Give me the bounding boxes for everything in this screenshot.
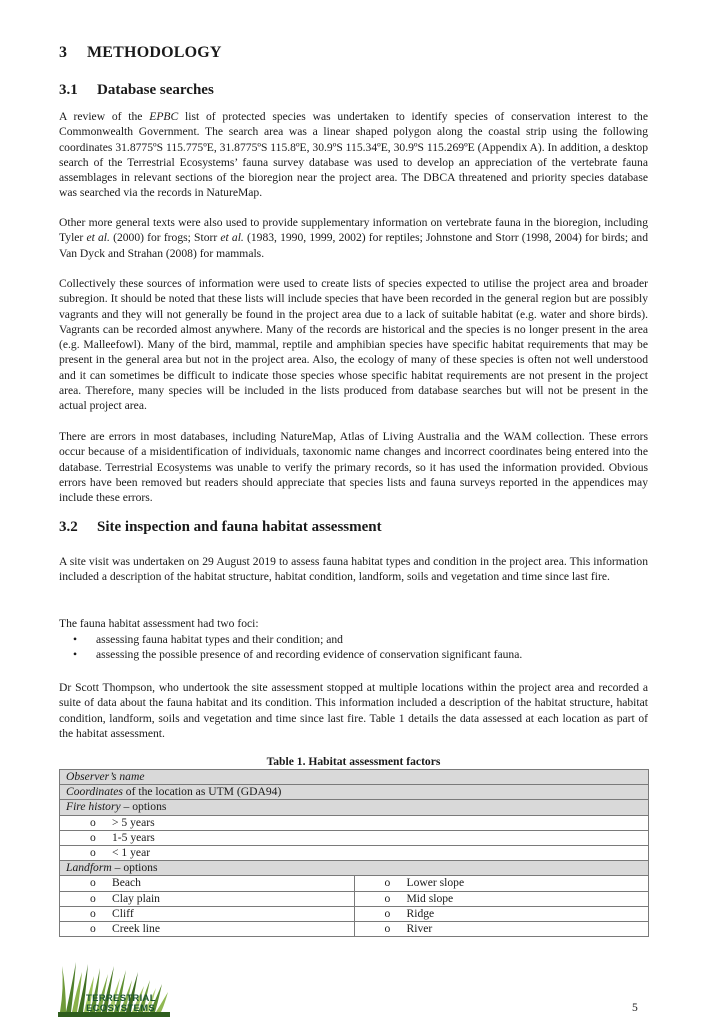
landform-label: Landform	[66, 861, 112, 875]
table-row: o 1-5 years	[60, 830, 649, 845]
bullet-glyph: •	[73, 648, 78, 662]
table-row: Fire history – options	[60, 800, 649, 815]
section-title: METHODOLOGY	[87, 44, 222, 61]
subsection-heading-3-1	[59, 82, 214, 99]
bullet-glyph: •	[73, 633, 78, 646]
logo-wordmark: TERRESTRIAL ECOSYSTEMS	[86, 993, 156, 1014]
paragraph-two-foci: The fauna habitat assessment had two foci:	[59, 617, 259, 630]
table-row: o Beach o Lower slope	[60, 876, 649, 891]
table-row: o > 5 years	[60, 815, 649, 830]
option-circle-icon: o	[384, 891, 391, 905]
paragraph-site-assessment: Dr Scott Thompson, who undertook the site assessment stopped at multiple locations within the project area and recorded a suite of data about the fauna habitat and its condition. This information included a description of the habitat structure, habitat condition, landform, soils and vegetation and time since last fire. Table 1 details the data assessed at each location as part of the habitat assessment.	[59, 681, 648, 740]
section-heading	[59, 44, 222, 62]
subsection-title: Site inspection and fauna habitat assessment	[97, 519, 382, 535]
observer-label: Observer’s name	[66, 770, 145, 784]
subsection-number: 3.1	[59, 82, 78, 98]
foci-list	[59, 632, 648, 663]
paragraph-general-texts: Other more general texts were also used to provide supplementary information on vertebrate fauna in the bioregion, including Tyler et al. (2000) for frogs; Storr et al. (1983, 1990, 1999, 2002) for reptiles; Johnstone and Storr (1998, 2004) for birds; and Van Dyck and Strahan (2008) for mammals.	[59, 216, 649, 260]
list-item: • assessing the possible presence of and recording evidence of conservation significant fauna.	[73, 648, 523, 662]
table-row: Landform – options	[60, 861, 649, 876]
option-circle-icon: o	[90, 846, 96, 860]
list-item: • assessing fauna habitat types and their condition; and	[73, 633, 343, 646]
table-caption: Table 1. Habitat assessment factors	[266, 755, 441, 768]
coordinates-label: Coordinates	[66, 785, 123, 799]
table-row: o < 1 year	[60, 845, 649, 860]
table-row: Coordinates of the location as UTM (GDA94)	[60, 785, 649, 800]
table-row: o Clay plain o Mid slope	[60, 891, 649, 906]
page-number: 5	[632, 1001, 638, 1014]
option-circle-icon: o	[384, 921, 391, 935]
paragraph-species-lists: Collectively these sources of information were used to create lists of species expected to utilise the project area and broader subregion. It should be noted that these lists will include species that have been recorded in the general region but are possibly vagrants and they will not generally be found in the project area due to a lack of suitable habitat (e.g. water and shore birds). Vagrants can be recorded almost anywhere. Many of the records are historical and the species is no longer present in the area (e.g. Malleefowl). Many of the bird, mammal, reptile and amphibian species have specific habitat requirements that may be present in the general area but not in the project area. Also, the ecology of many of these species is often not well understood and it can sometimes be difficult to indicate those species whose specific habitat requirements are not present in the project area. Therefore, many species will be included in the lists produced from database searches but will not be present in the actual project area.	[59, 277, 648, 413]
option-circle-icon: o	[90, 921, 96, 935]
option-circle-icon: o	[90, 876, 96, 890]
option-circle-icon: o	[384, 906, 391, 920]
fire-history-label: Fire history	[66, 800, 121, 814]
table-row: o Cliff o Ridge	[60, 906, 649, 921]
section-number: 3	[59, 44, 68, 61]
option-circle-icon: o	[90, 891, 96, 905]
subsection-number: 3.2	[59, 519, 78, 535]
option-circle-icon: o	[90, 830, 96, 844]
paragraph-site-visit: A site visit was undertaken on 29 August 2019 to assess fauna habitat types and condition in the project area. This information included a description of the habitat structure, habitat condition, landform, soils and vegetation and time since last fire.	[59, 555, 648, 584]
option-circle-icon: o	[90, 815, 96, 829]
table-row	[60, 770, 649, 785]
paragraph-database-errors: There are errors in most databases, including NatureMap, Atlas of Living Australia and the WAM collection. These errors occur because of a misidentification of individuals, taxonomic name changes and incorrect coordinates being entered into the database. Terrestrial Ecosystems was unable to verify the primary records, so it has used the information provided. Obvious errors have been removed but readers should appreciate that species lists and fauna surveys reported in the appendices may include these errors.	[59, 430, 648, 505]
option-circle-icon: o	[384, 876, 391, 890]
subsection-heading-3-2	[59, 519, 382, 536]
habitat-assessment-table	[59, 769, 649, 937]
subsection-title: Database searches	[97, 82, 214, 98]
table-row: o Creek line o River	[60, 921, 649, 936]
option-circle-icon: o	[90, 906, 96, 920]
paragraph-database-review: A review of the EPBC list of protected species was undertaken to identify species of conservation interest to the Commonwealth Government. The search area was a linear shaped polygon along the coastal strip using the following coordinates 31.8775ºS 115.775ºE, 31.8775ºS 115.8ºE, 30.9ºS 115.34ºE, 30.9ºS 115.269ºE (Appendix A). In addition, a desktop search of the Terrestrial Ecosystems’ fauna survey database was used to develop an appreciation of the vertebrate fauna assemblages in relevant sections of the bioregion near the project area. The DBCA threatened and priority species database was searched via the records in NatureMap.	[59, 110, 648, 200]
